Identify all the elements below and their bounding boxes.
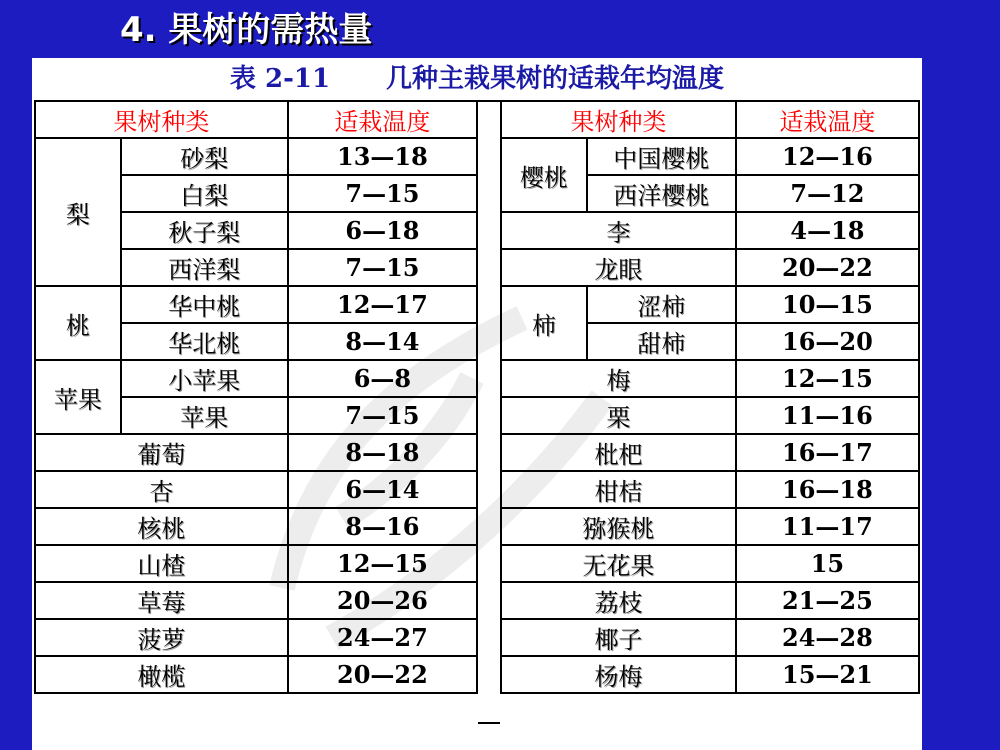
table-row [35, 619, 477, 656]
table-caption-number: 表 2-11 [229, 64, 331, 94]
fruit-name: 无花果 [501, 545, 736, 582]
temperature-value: 16—20 [736, 323, 919, 360]
group-name: 柿 [501, 286, 587, 360]
temperature-value: 8—14 [288, 323, 477, 360]
temperature-value: 20—22 [288, 656, 477, 693]
temperature-value: 7—15 [288, 175, 477, 212]
table-row [35, 360, 477, 397]
variety-name: 甜柿 [587, 323, 736, 360]
group-name: 梨 [35, 138, 121, 286]
variety-name: 白梨 [121, 175, 288, 212]
fruit-name: 栗 [501, 397, 736, 434]
table-row [501, 656, 919, 693]
table-row [501, 471, 919, 508]
temperature-value: 11—16 [736, 397, 919, 434]
fruit-name: 葡萄 [35, 434, 288, 471]
temperature-value: 15 [736, 545, 919, 582]
variety-name: 涩柿 [587, 286, 736, 323]
fruit-name: 柑桔 [501, 471, 736, 508]
table-panel [32, 58, 922, 750]
right-table [500, 100, 920, 694]
fruit-name: 椰子 [501, 619, 736, 656]
variety-name: 苹果 [121, 397, 288, 434]
left-table [34, 100, 478, 694]
table-row [35, 286, 477, 323]
table-row [35, 138, 477, 175]
table-row [501, 619, 919, 656]
table-caption-title: 几种主栽果树的适栽年均温度 [386, 64, 725, 94]
variety-name: 西洋梨 [121, 249, 288, 286]
temperature-value: 12—15 [288, 545, 477, 582]
header-fruit-type: 果树种类 [501, 101, 736, 138]
fruit-name: 李 [501, 212, 736, 249]
temperature-value: 24—27 [288, 619, 477, 656]
header-fruit-type: 果树种类 [35, 101, 288, 138]
temperature-value: 15—21 [736, 656, 919, 693]
temperature-value: 20—26 [288, 582, 477, 619]
table-row [35, 508, 477, 545]
temperature-value: 12—17 [288, 286, 477, 323]
variety-name: 小苹果 [121, 360, 288, 397]
temperature-value: 7—15 [288, 249, 477, 286]
temperature-value: 4—18 [736, 212, 919, 249]
temperature-value: 16—17 [736, 434, 919, 471]
temperature-value: 12—16 [736, 138, 919, 175]
fruit-name: 菠萝 [35, 619, 288, 656]
table-row [501, 545, 919, 582]
table-row [501, 249, 919, 286]
table-header-row [35, 101, 477, 138]
variety-name: 西洋樱桃 [587, 175, 736, 212]
table-row [501, 212, 919, 249]
table-row [35, 545, 477, 582]
temperature-value: 6—8 [288, 360, 477, 397]
table-row [35, 471, 477, 508]
header-temperature: 适栽温度 [288, 101, 477, 138]
table-row [501, 138, 919, 175]
table-caption [32, 58, 922, 100]
variety-name: 砂梨 [121, 138, 288, 175]
fruit-name: 核桃 [35, 508, 288, 545]
fruit-name: 橄榄 [35, 656, 288, 693]
temperature-value: 6—14 [288, 471, 477, 508]
group-name: 桃 [35, 286, 121, 360]
fruit-name: 龙眼 [501, 249, 736, 286]
temperature-value: 11—17 [736, 508, 919, 545]
temperature-value: 6—18 [288, 212, 477, 249]
variety-name: 中国樱桃 [587, 138, 736, 175]
temperature-value: 7—15 [288, 397, 477, 434]
fruit-name: 梅 [501, 360, 736, 397]
variety-name: 华中桃 [121, 286, 288, 323]
table-divider-gap [478, 100, 500, 724]
table-header-row [501, 101, 919, 138]
temperature-value: 7—12 [736, 175, 919, 212]
temperature-value: 10—15 [736, 286, 919, 323]
temperature-value: 16—18 [736, 471, 919, 508]
fruit-name: 山楂 [35, 545, 288, 582]
temperature-value: 13—18 [288, 138, 477, 175]
fruit-name: 荔枝 [501, 582, 736, 619]
table-row [501, 397, 919, 434]
temperature-value: 12—15 [736, 360, 919, 397]
fruit-name: 草莓 [35, 582, 288, 619]
variety-name: 华北桃 [121, 323, 288, 360]
fruit-name: 杨梅 [501, 656, 736, 693]
fruit-name: 杏 [35, 471, 288, 508]
group-name: 苹果 [35, 360, 121, 434]
temperature-value: 21—25 [736, 582, 919, 619]
table-row [501, 434, 919, 471]
fruit-name: 猕猴桃 [501, 508, 736, 545]
temperature-value: 24—28 [736, 619, 919, 656]
header-temperature: 适栽温度 [736, 101, 919, 138]
temperature-value: 8—18 [288, 434, 477, 471]
group-name: 樱桃 [501, 138, 587, 212]
variety-name: 秋子梨 [121, 212, 288, 249]
fruit-name: 枇杷 [501, 434, 736, 471]
table-row [501, 582, 919, 619]
table-row [35, 656, 477, 693]
table-row [35, 582, 477, 619]
table-row [35, 434, 477, 471]
temperature-value: 20—22 [736, 249, 919, 286]
temperature-value: 8—16 [288, 508, 477, 545]
slide-heading: 4. 果树的需热量 [120, 10, 373, 50]
table-row [501, 360, 919, 397]
table-row [501, 508, 919, 545]
table-row [501, 286, 919, 323]
